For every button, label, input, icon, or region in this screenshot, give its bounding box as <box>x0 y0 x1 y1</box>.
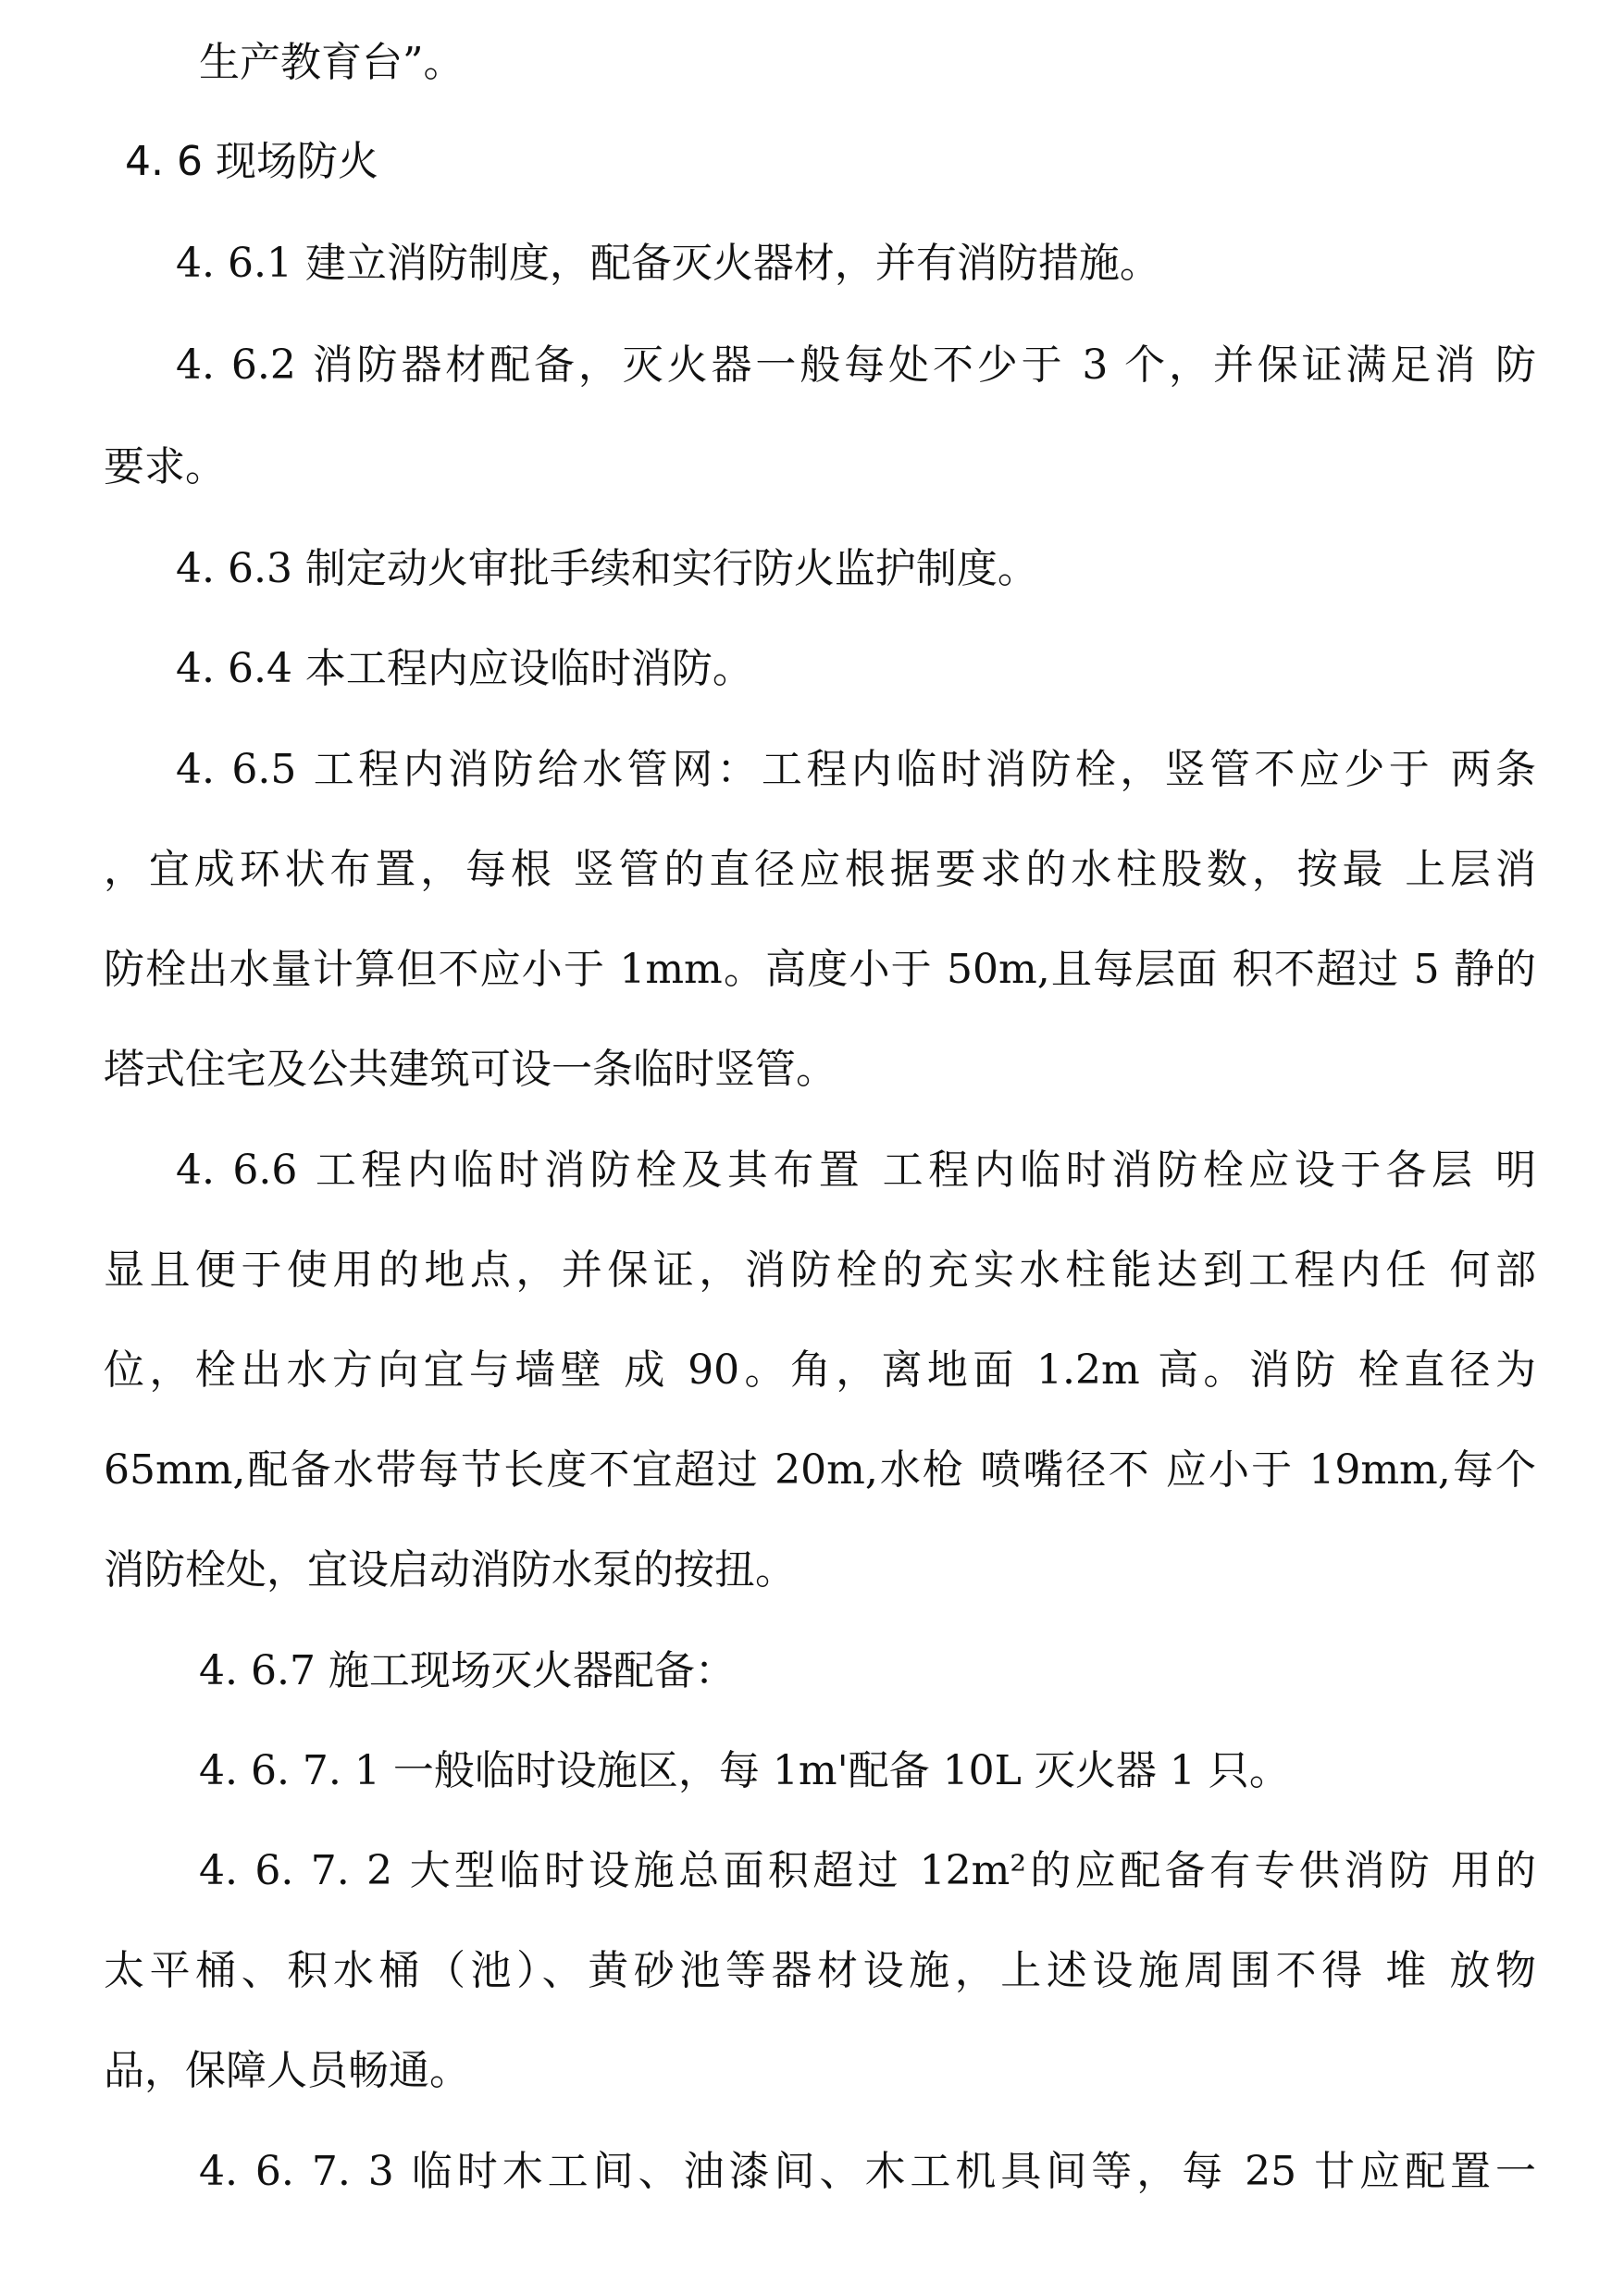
text-line: ，宜成环状布置，每根 竖管的直径应根据要求的水柱股数，按最 上层消 <box>104 846 1536 893</box>
text-line: 4. 6. 7. 3 临时木工间、油漆间、木工机具间等，每 25 廿应配置一 <box>199 2148 1536 2195</box>
text-line: 4. 6.4 本工程内应设临时消防。 <box>176 645 753 692</box>
text-line: 要求。 <box>104 443 226 490</box>
text-line: 65mm,配备水带每节长度不宜超过 20m,水枪 喷嘴径不 应小于 19mm,每个 <box>104 1446 1536 1494</box>
text-line: 消防栓处，宜设启动消防水泵的按扭。 <box>104 1546 796 1594</box>
text-line: 品，保障人员畅通。 <box>104 2047 470 2094</box>
text-line: 防栓出水量计算但不应小于 1mm。高度小于 50m,且每层面 积不超过 5 静的 <box>104 946 1536 993</box>
text-line: 4. 6. 7. 2 大型临时设施总面积超过 12m²的应配备有专供消防 用的 <box>199 1847 1536 1894</box>
text-line: 塔式住宅及公共建筑可设一条临时竖管。 <box>104 1046 837 1093</box>
text-line: 4. 6.7 施工现场灭火器配备： <box>199 1647 736 1694</box>
section-heading: 4. 6 现场防火 <box>125 138 378 185</box>
text-line: 显且便于使用的地点，并保证，消防栓的充实水柱能达到工程内任 何部 <box>104 1247 1536 1294</box>
text-line: 4. 6.2 消防器材配备，灭火器一般每处不少于 3 个，并保证满足消 防 <box>176 341 1536 389</box>
text-line: 4. 6.3 制定动火审批手续和实行防火监护制度。 <box>176 545 1038 592</box>
text-line: 4. 6.1 建立消防制度，配备灭火器材，并有消防措施。 <box>176 240 1160 287</box>
text-line: 位，栓出水方向宜与墙壁 成 90。角，离地面 1.2m 高。消防 栓直径为 <box>104 1346 1536 1394</box>
text-line: 4. 6. 7. 1 一般临时设施区，每 1m'配备 10L 灭火器 1 只。 <box>199 1747 1290 1794</box>
text-line: 4. 6.5 工程内消防给水管网：工程内临时消防栓，竖管不应少于 两条 <box>176 746 1536 793</box>
text-line: 太平桶、积水桶（池）、黄砂池等器材设施，上述设施周围不得 堆 放物 <box>104 1947 1536 1994</box>
text-line: 4. 6.6 工程内临时消防栓及其布置 工程内临时消防栓应设于各层 明 <box>176 1147 1536 1194</box>
text-line: 生产教育台”。 <box>199 39 465 86</box>
